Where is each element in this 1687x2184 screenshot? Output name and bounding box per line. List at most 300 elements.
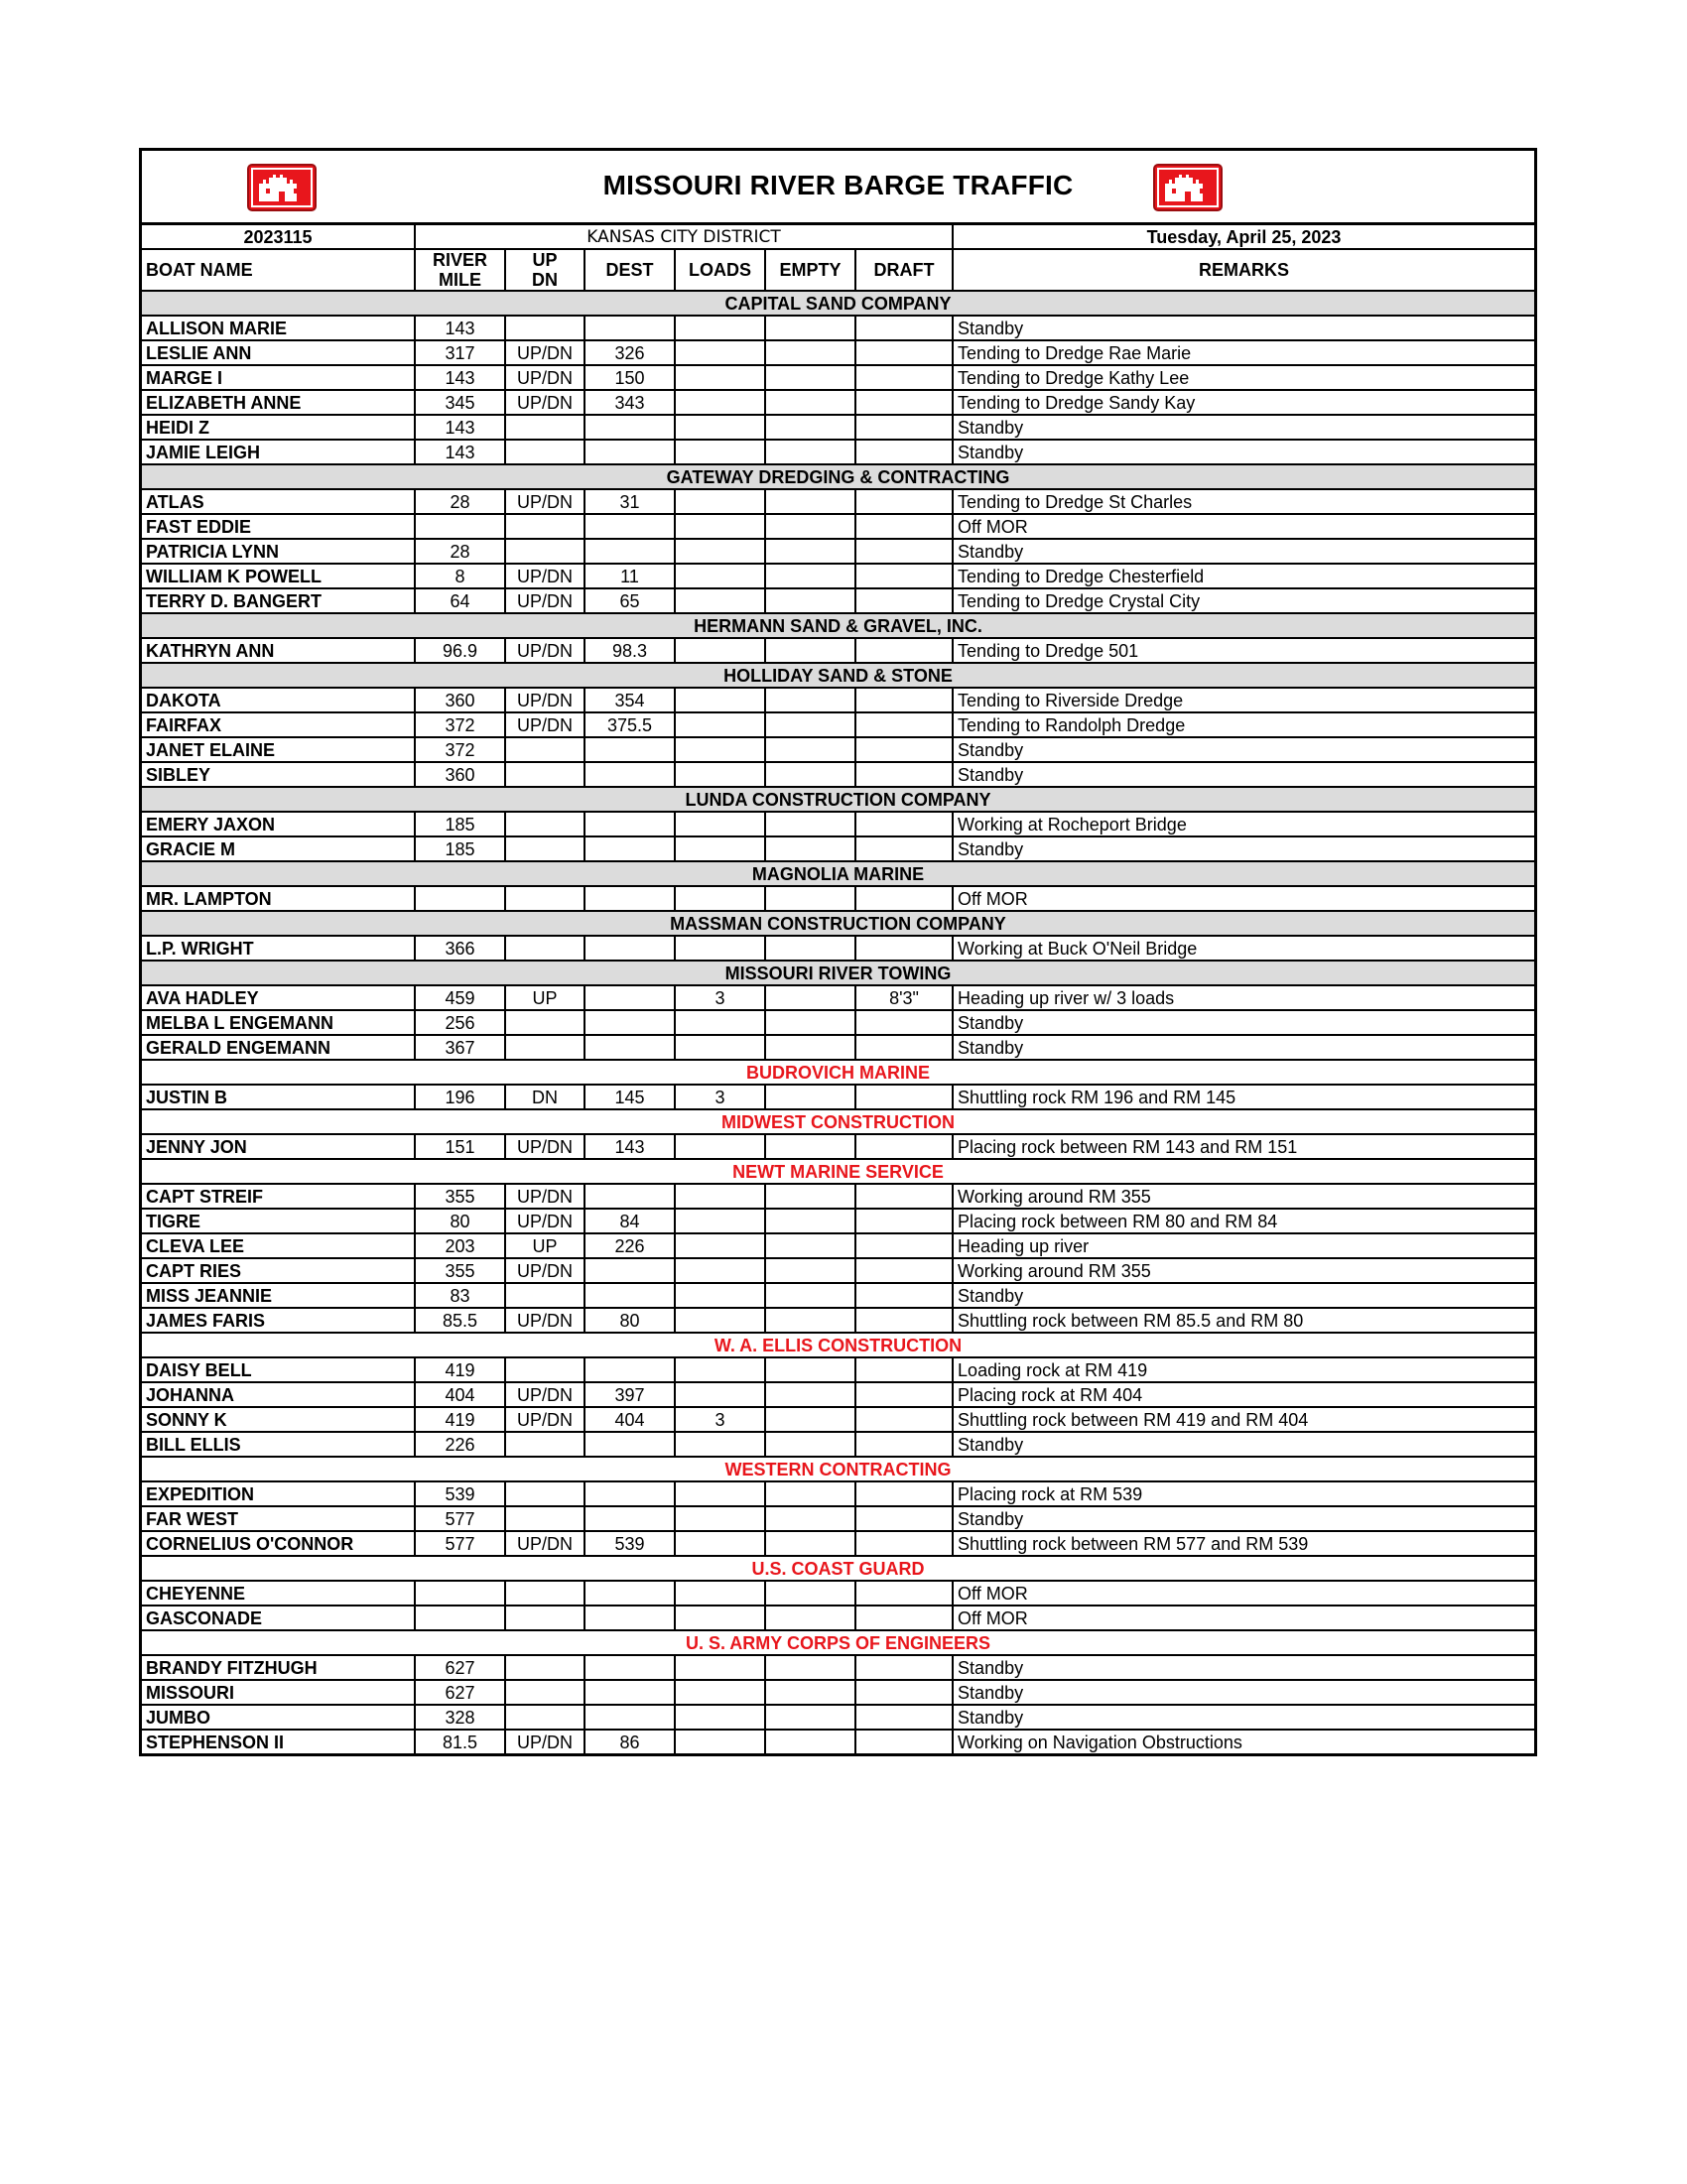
remarks: Standby bbox=[953, 1432, 1534, 1457]
remarks: Heading up river bbox=[953, 1233, 1534, 1258]
destination bbox=[584, 936, 675, 961]
loads bbox=[675, 737, 765, 762]
empty-count bbox=[765, 514, 855, 539]
draft bbox=[855, 812, 953, 836]
boat-name: FAR WEST bbox=[142, 1506, 415, 1531]
company-section-header bbox=[142, 961, 1534, 985]
river-mile: 143 bbox=[415, 415, 505, 440]
remarks: Working around RM 355 bbox=[953, 1258, 1534, 1283]
up-down: UP/DN bbox=[505, 365, 584, 390]
river-mile: 196 bbox=[415, 1085, 505, 1109]
river-mile: 419 bbox=[415, 1407, 505, 1432]
empty-count bbox=[765, 712, 855, 737]
col-header-loads: LOADS bbox=[675, 249, 765, 291]
boat-name: GERALD ENGEMANN bbox=[142, 1035, 415, 1060]
river-mile bbox=[415, 886, 505, 911]
destination bbox=[584, 440, 675, 464]
up-down: UP/DN bbox=[505, 1184, 584, 1209]
company-name: HERMANN SAND & GRAVEL, INC. bbox=[142, 613, 1534, 638]
empty-count bbox=[765, 737, 855, 762]
remarks: Tending to Dredge Rae Marie bbox=[953, 340, 1534, 365]
draft bbox=[855, 1085, 953, 1109]
destination: 150 bbox=[584, 365, 675, 390]
boat-row bbox=[142, 688, 1534, 712]
destination bbox=[584, 762, 675, 787]
draft bbox=[855, 390, 953, 415]
up-down: UP/DN bbox=[505, 1730, 584, 1753]
loads bbox=[675, 1432, 765, 1457]
up-down bbox=[505, 440, 584, 464]
col-header-river-mile bbox=[415, 249, 505, 291]
river-mile: 226 bbox=[415, 1432, 505, 1457]
destination bbox=[584, 886, 675, 911]
empty-count bbox=[765, 1134, 855, 1159]
up-down: UP/DN bbox=[505, 390, 584, 415]
company-name: W. A. ELLIS CONSTRUCTION bbox=[142, 1333, 1534, 1357]
remarks: Off MOR bbox=[953, 1606, 1534, 1630]
destination: 31 bbox=[584, 489, 675, 514]
river-mile: 203 bbox=[415, 1233, 505, 1258]
boat-name: LESLIE ANN bbox=[142, 340, 415, 365]
company-name: BUDROVICH MARINE bbox=[142, 1060, 1534, 1085]
remarks: Shuttling rock between RM 85.5 and RM 80 bbox=[953, 1308, 1534, 1333]
river-mile: 80 bbox=[415, 1209, 505, 1233]
boat-row bbox=[142, 638, 1534, 663]
loads: 3 bbox=[675, 1085, 765, 1109]
boat-row bbox=[142, 539, 1534, 564]
col-header-remarks: REMARKS bbox=[953, 249, 1534, 291]
company-section-header bbox=[142, 613, 1534, 638]
loads bbox=[675, 440, 765, 464]
river-mile: 81.5 bbox=[415, 1730, 505, 1753]
remarks: Tending to Dredge Kathy Lee bbox=[953, 365, 1534, 390]
draft bbox=[855, 514, 953, 539]
destination bbox=[584, 1258, 675, 1283]
destination: 84 bbox=[584, 1209, 675, 1233]
destination bbox=[584, 514, 675, 539]
empty-count bbox=[765, 489, 855, 514]
boat-name: JUSTIN B bbox=[142, 1085, 415, 1109]
river-mile: 28 bbox=[415, 539, 505, 564]
boat-name: JOHANNA bbox=[142, 1382, 415, 1407]
river-mile: 85.5 bbox=[415, 1308, 505, 1333]
river-mile bbox=[415, 1606, 505, 1630]
draft bbox=[855, 1581, 953, 1606]
boat-name: CORNELIUS O'CONNOR bbox=[142, 1531, 415, 1556]
boat-name: SONNY K bbox=[142, 1407, 415, 1432]
loads bbox=[675, 1705, 765, 1730]
boat-row bbox=[142, 1407, 1534, 1432]
boat-row bbox=[142, 836, 1534, 861]
boat-name: CAPT STREIF bbox=[142, 1184, 415, 1209]
boat-row bbox=[142, 762, 1534, 787]
loads bbox=[675, 1506, 765, 1531]
river-mile: 256 bbox=[415, 1010, 505, 1035]
empty-count bbox=[765, 688, 855, 712]
empty-count bbox=[765, 1531, 855, 1556]
loads bbox=[675, 539, 765, 564]
empty-count bbox=[765, 316, 855, 340]
river-mile: 366 bbox=[415, 936, 505, 961]
up-down bbox=[505, 415, 584, 440]
empty-count bbox=[765, 390, 855, 415]
boat-row bbox=[142, 712, 1534, 737]
remarks: Tending to Dredge Chesterfield bbox=[953, 564, 1534, 588]
empty-count bbox=[765, 1233, 855, 1258]
boat-row bbox=[142, 1283, 1534, 1308]
destination: 65 bbox=[584, 588, 675, 613]
boat-name: WILLIAM K POWELL bbox=[142, 564, 415, 588]
draft bbox=[855, 415, 953, 440]
boat-name: STEPHENSON II bbox=[142, 1730, 415, 1753]
destination bbox=[584, 985, 675, 1010]
draft bbox=[855, 1357, 953, 1382]
boat-row bbox=[142, 1308, 1534, 1333]
destination bbox=[584, 836, 675, 861]
company-section-header bbox=[142, 1556, 1534, 1581]
draft bbox=[855, 1680, 953, 1705]
col-header-river-mile-line2: MILE bbox=[439, 270, 481, 290]
destination: 98.3 bbox=[584, 638, 675, 663]
boat-name: MISS JEANNIE bbox=[142, 1283, 415, 1308]
remarks: Standby bbox=[953, 1655, 1534, 1680]
loads bbox=[675, 1357, 765, 1382]
boat-row bbox=[142, 1506, 1534, 1531]
boat-name: MARGE I bbox=[142, 365, 415, 390]
company-name: MAGNOLIA MARINE bbox=[142, 861, 1534, 886]
company-section-header bbox=[142, 464, 1534, 489]
draft bbox=[855, 688, 953, 712]
loads bbox=[675, 1134, 765, 1159]
up-down: UP/DN bbox=[505, 1258, 584, 1283]
empty-count bbox=[765, 1432, 855, 1457]
loads bbox=[675, 340, 765, 365]
remarks: Shuttling rock between RM 419 and RM 404 bbox=[953, 1407, 1534, 1432]
remarks: Tending to Dredge St Charles bbox=[953, 489, 1534, 514]
remarks: Standby bbox=[953, 440, 1534, 464]
remarks: Heading up river w/ 3 loads bbox=[953, 985, 1534, 1010]
river-mile: 143 bbox=[415, 365, 505, 390]
up-down: UP/DN bbox=[505, 1308, 584, 1333]
loads bbox=[675, 1184, 765, 1209]
remarks: Working at Rocheport Bridge bbox=[953, 812, 1534, 836]
empty-count bbox=[765, 886, 855, 911]
up-down bbox=[505, 1035, 584, 1060]
draft bbox=[855, 638, 953, 663]
loads bbox=[675, 1481, 765, 1506]
remarks: Tending to Riverside Dredge bbox=[953, 688, 1534, 712]
boat-name: AVA HADLEY bbox=[142, 985, 415, 1010]
destination bbox=[584, 539, 675, 564]
destination bbox=[584, 1680, 675, 1705]
remarks: Standby bbox=[953, 1010, 1534, 1035]
up-down bbox=[505, 836, 584, 861]
loads bbox=[675, 762, 765, 787]
draft bbox=[855, 1035, 953, 1060]
boat-row bbox=[142, 1010, 1534, 1035]
river-mile: 185 bbox=[415, 836, 505, 861]
empty-count bbox=[765, 638, 855, 663]
remarks: Standby bbox=[953, 1506, 1534, 1531]
boat-row bbox=[142, 1581, 1534, 1606]
company-name: NEWT MARINE SERVICE bbox=[142, 1159, 1534, 1184]
report-date: Tuesday, April 25, 2023 bbox=[953, 225, 1534, 249]
loads bbox=[675, 1730, 765, 1753]
destination bbox=[584, 1035, 675, 1060]
up-down: UP bbox=[505, 1233, 584, 1258]
remarks: Placing rock at RM 404 bbox=[953, 1382, 1534, 1407]
empty-count bbox=[765, 1382, 855, 1407]
river-mile: 627 bbox=[415, 1680, 505, 1705]
up-down bbox=[505, 1680, 584, 1705]
loads bbox=[675, 564, 765, 588]
boat-name: GRACIE M bbox=[142, 836, 415, 861]
up-down bbox=[505, 1432, 584, 1457]
river-mile bbox=[415, 1581, 505, 1606]
company-name: HOLLIDAY SAND & STONE bbox=[142, 663, 1534, 688]
up-down bbox=[505, 539, 584, 564]
boat-name: CAPT RIES bbox=[142, 1258, 415, 1283]
empty-count bbox=[765, 1407, 855, 1432]
up-down bbox=[505, 1481, 584, 1506]
loads bbox=[675, 936, 765, 961]
up-down bbox=[505, 1010, 584, 1035]
river-mile: 459 bbox=[415, 985, 505, 1010]
col-header-empty: EMPTY bbox=[765, 249, 855, 291]
remarks: Working around RM 355 bbox=[953, 1184, 1534, 1209]
boat-name: DAISY BELL bbox=[142, 1357, 415, 1382]
draft bbox=[855, 340, 953, 365]
loads bbox=[675, 886, 765, 911]
empty-count bbox=[765, 1730, 855, 1753]
boat-name: FAST EDDIE bbox=[142, 514, 415, 539]
loads bbox=[675, 836, 765, 861]
draft bbox=[855, 1655, 953, 1680]
empty-count bbox=[765, 1010, 855, 1035]
remarks: Placing rock between RM 80 and RM 84 bbox=[953, 1209, 1534, 1233]
destination bbox=[584, 812, 675, 836]
empty-count bbox=[765, 539, 855, 564]
loads bbox=[675, 1010, 765, 1035]
loads bbox=[675, 489, 765, 514]
destination: 86 bbox=[584, 1730, 675, 1753]
empty-count bbox=[765, 564, 855, 588]
destination bbox=[584, 737, 675, 762]
up-down bbox=[505, 762, 584, 787]
company-name: MISSOURI RIVER TOWING bbox=[142, 961, 1534, 985]
boat-row bbox=[142, 1184, 1534, 1209]
report-meta-row bbox=[142, 225, 1534, 249]
up-down: UP/DN bbox=[505, 1407, 584, 1432]
destination: 539 bbox=[584, 1531, 675, 1556]
river-mile: 143 bbox=[415, 316, 505, 340]
boat-name: CLEVA LEE bbox=[142, 1233, 415, 1258]
boat-row bbox=[142, 340, 1534, 365]
river-mile: 345 bbox=[415, 390, 505, 415]
up-down bbox=[505, 1283, 584, 1308]
boat-name: TERRY D. BANGERT bbox=[142, 588, 415, 613]
loads bbox=[675, 1283, 765, 1308]
boat-name: GASCONADE bbox=[142, 1606, 415, 1630]
remarks: Off MOR bbox=[953, 514, 1534, 539]
remarks: Standby bbox=[953, 1035, 1534, 1060]
boat-row bbox=[142, 1606, 1534, 1630]
up-down bbox=[505, 1705, 584, 1730]
empty-count bbox=[765, 1506, 855, 1531]
empty-count bbox=[765, 1357, 855, 1382]
remarks: Standby bbox=[953, 539, 1534, 564]
up-down bbox=[505, 936, 584, 961]
remarks: Working at Buck O'Neil Bridge bbox=[953, 936, 1534, 961]
loads bbox=[675, 688, 765, 712]
draft bbox=[855, 737, 953, 762]
boat-row bbox=[142, 812, 1534, 836]
destination bbox=[584, 1705, 675, 1730]
loads bbox=[675, 1258, 765, 1283]
company-section-header bbox=[142, 1333, 1534, 1357]
remarks: Loading rock at RM 419 bbox=[953, 1357, 1534, 1382]
boat-row bbox=[142, 514, 1534, 539]
loads bbox=[675, 1209, 765, 1233]
up-down bbox=[505, 1581, 584, 1606]
up-down bbox=[505, 1655, 584, 1680]
empty-count bbox=[765, 1606, 855, 1630]
river-mile: 355 bbox=[415, 1184, 505, 1209]
river-mile: 539 bbox=[415, 1481, 505, 1506]
usace-castle-icon bbox=[1153, 164, 1223, 211]
boat-name: JENNY JON bbox=[142, 1134, 415, 1159]
remarks: Standby bbox=[953, 737, 1534, 762]
draft bbox=[855, 564, 953, 588]
loads bbox=[675, 365, 765, 390]
boat-name: MELBA L ENGEMANN bbox=[142, 1010, 415, 1035]
remarks: Shuttling rock RM 196 and RM 145 bbox=[953, 1085, 1534, 1109]
remarks: Tending to Dredge Crystal City bbox=[953, 588, 1534, 613]
loads bbox=[675, 1382, 765, 1407]
draft bbox=[855, 1705, 953, 1730]
boat-row bbox=[142, 390, 1534, 415]
boat-row bbox=[142, 1085, 1534, 1109]
boat-name: ELIZABETH ANNE bbox=[142, 390, 415, 415]
empty-count bbox=[765, 836, 855, 861]
loads bbox=[675, 712, 765, 737]
destination bbox=[584, 1506, 675, 1531]
up-down bbox=[505, 1606, 584, 1630]
destination bbox=[584, 1010, 675, 1035]
empty-count bbox=[765, 1085, 855, 1109]
empty-count bbox=[765, 1308, 855, 1333]
boat-row bbox=[142, 1680, 1534, 1705]
loads: 3 bbox=[675, 985, 765, 1010]
up-down: DN bbox=[505, 1085, 584, 1109]
boat-row bbox=[142, 737, 1534, 762]
company-section-header bbox=[142, 1630, 1534, 1655]
river-mile: 355 bbox=[415, 1258, 505, 1283]
boat-name: MISSOURI bbox=[142, 1680, 415, 1705]
company-section-header bbox=[142, 1159, 1534, 1184]
loads bbox=[675, 390, 765, 415]
loads bbox=[675, 588, 765, 613]
boat-row bbox=[142, 985, 1534, 1010]
loads bbox=[675, 1606, 765, 1630]
river-mile: 404 bbox=[415, 1382, 505, 1407]
destination bbox=[584, 1655, 675, 1680]
river-mile: 360 bbox=[415, 688, 505, 712]
empty-count bbox=[765, 985, 855, 1010]
up-down bbox=[505, 886, 584, 911]
empty-count bbox=[765, 1209, 855, 1233]
destination bbox=[584, 1581, 675, 1606]
boat-name: PATRICIA LYNN bbox=[142, 539, 415, 564]
river-mile: 627 bbox=[415, 1655, 505, 1680]
river-mile: 143 bbox=[415, 440, 505, 464]
empty-count bbox=[765, 415, 855, 440]
remarks: Standby bbox=[953, 316, 1534, 340]
boat-name: L.P. WRIGHT bbox=[142, 936, 415, 961]
up-down bbox=[505, 514, 584, 539]
up-down: UP/DN bbox=[505, 340, 584, 365]
empty-count bbox=[765, 340, 855, 365]
report-id: 2023115 bbox=[142, 225, 415, 249]
boat-name: JUMBO bbox=[142, 1705, 415, 1730]
river-mile: 28 bbox=[415, 489, 505, 514]
loads bbox=[675, 1308, 765, 1333]
draft bbox=[855, 886, 953, 911]
col-header-boat-name: BOAT NAME bbox=[142, 249, 415, 291]
draft bbox=[855, 1010, 953, 1035]
boat-row bbox=[142, 886, 1534, 911]
destination: 343 bbox=[584, 390, 675, 415]
company-name: U.S. COAST GUARD bbox=[142, 1556, 1534, 1581]
destination: 404 bbox=[584, 1407, 675, 1432]
river-mile: 83 bbox=[415, 1283, 505, 1308]
draft bbox=[855, 712, 953, 737]
loads bbox=[675, 638, 765, 663]
boat-name: SIBLEY bbox=[142, 762, 415, 787]
river-mile: 372 bbox=[415, 737, 505, 762]
remarks: Tending to Randolph Dredge bbox=[953, 712, 1534, 737]
destination: 375.5 bbox=[584, 712, 675, 737]
empty-count bbox=[765, 365, 855, 390]
remarks: Standby bbox=[953, 1705, 1534, 1730]
boat-row bbox=[142, 936, 1534, 961]
up-down: UP/DN bbox=[505, 1134, 584, 1159]
draft bbox=[855, 1209, 953, 1233]
up-down: UP/DN bbox=[505, 688, 584, 712]
empty-count bbox=[765, 1481, 855, 1506]
river-mile: 360 bbox=[415, 762, 505, 787]
col-header-draft: DRAFT bbox=[855, 249, 953, 291]
destination bbox=[584, 1184, 675, 1209]
boat-row bbox=[142, 1432, 1534, 1457]
draft bbox=[855, 836, 953, 861]
boat-name: MR. LAMPTON bbox=[142, 886, 415, 911]
up-down: UP/DN bbox=[505, 712, 584, 737]
draft bbox=[855, 762, 953, 787]
boat-name: CHEYENNE bbox=[142, 1581, 415, 1606]
boat-row bbox=[142, 1705, 1534, 1730]
draft bbox=[855, 365, 953, 390]
loads bbox=[675, 316, 765, 340]
draft bbox=[855, 1407, 953, 1432]
boat-name: JANET ELAINE bbox=[142, 737, 415, 762]
empty-count bbox=[765, 1581, 855, 1606]
river-mile: 328 bbox=[415, 1705, 505, 1730]
boat-name: JAMES FARIS bbox=[142, 1308, 415, 1333]
draft bbox=[855, 316, 953, 340]
draft bbox=[855, 1382, 953, 1407]
boat-row bbox=[142, 415, 1534, 440]
